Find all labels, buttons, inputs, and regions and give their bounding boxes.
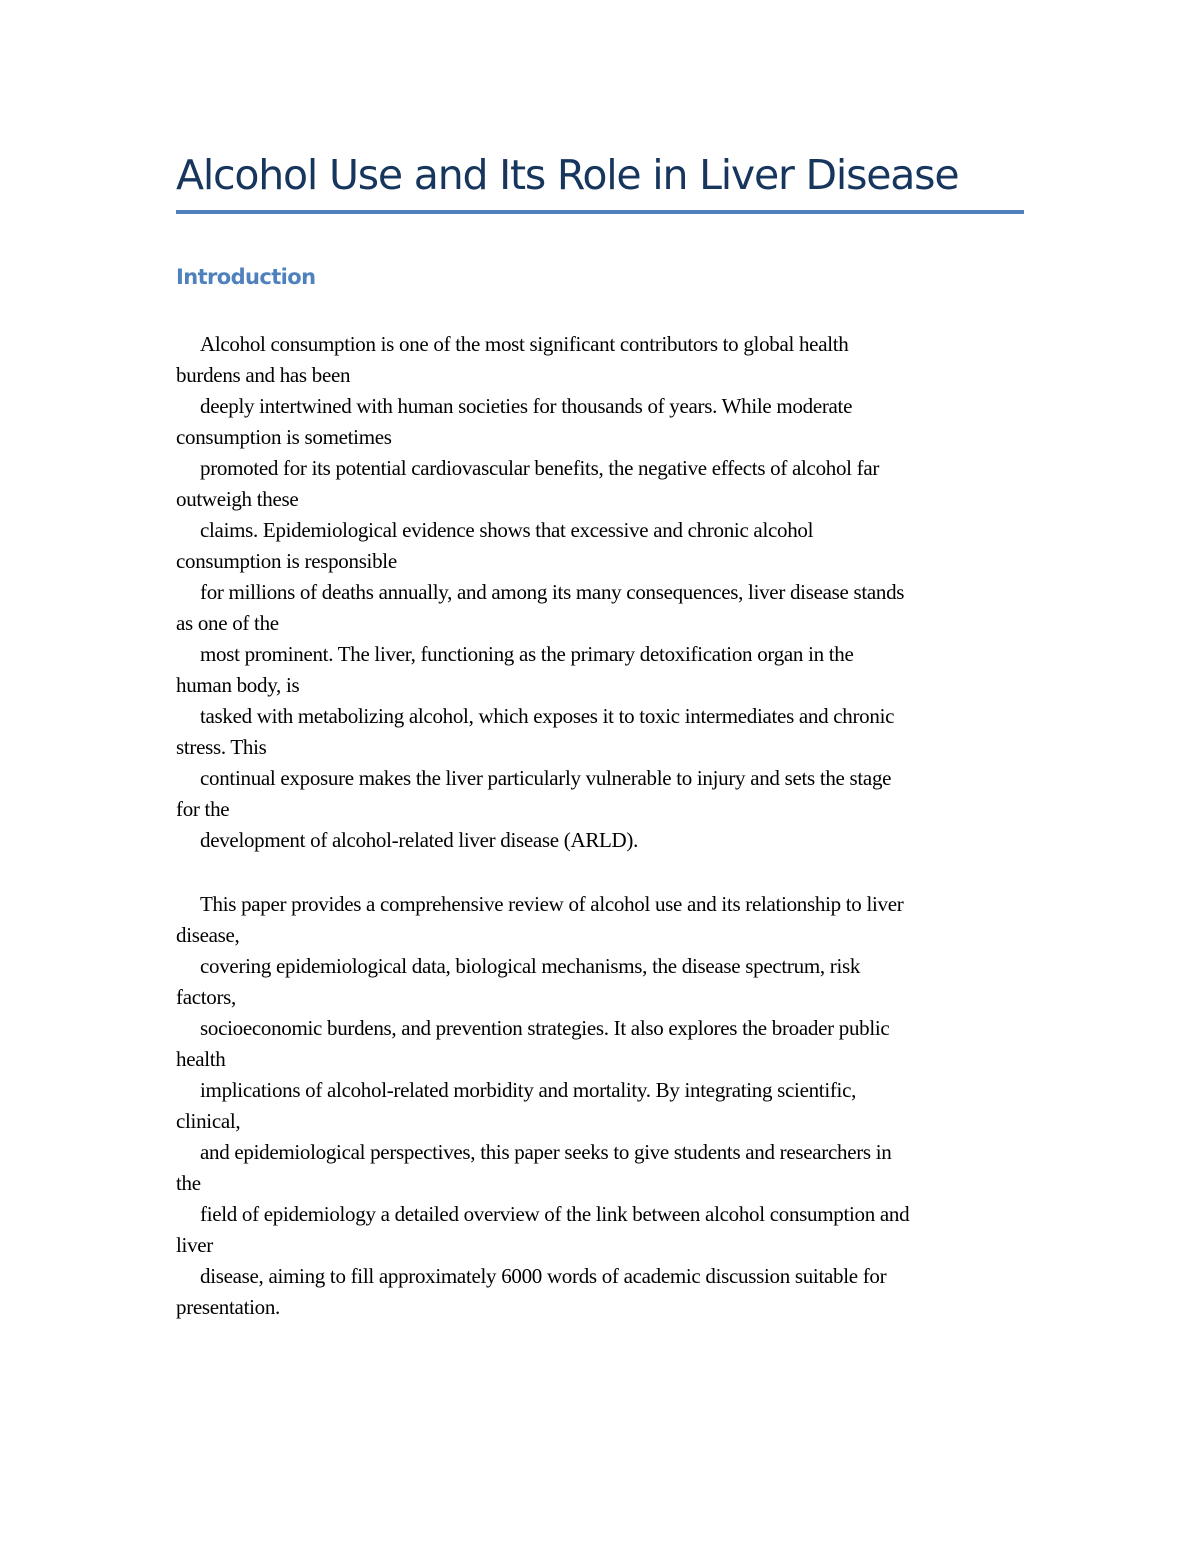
paragraph-line: burdens and has been xyxy=(176,363,351,387)
paragraph-line: field of epidemiology a detailed overview of the link between alcohol consumption and xyxy=(200,1202,910,1226)
document-title: Alcohol Use and Its Role in Liver Disease xyxy=(176,151,959,199)
paragraph-line: Alcohol consumption is one of the most significant contributors to global health xyxy=(200,332,849,356)
paragraph-introduction-2 xyxy=(176,889,1056,1323)
paragraph-line: claims. Epidemiological evidence shows that excessive and chronic alcohol xyxy=(200,518,814,542)
paragraph-introduction-1 xyxy=(176,329,1056,856)
paragraph-line: and epidemiological perspectives, this paper seeks to give students and researchers in xyxy=(200,1140,892,1164)
paragraph-line: for millions of deaths annually, and among its many consequences, liver disease stands xyxy=(200,580,905,604)
paragraph-line: human body, is xyxy=(176,673,300,697)
paragraph-line: disease, xyxy=(176,923,240,947)
paragraph-line: continual exposure makes the liver particularly vulnerable to injury and sets the stage xyxy=(200,766,892,790)
paragraph-line: liver xyxy=(176,1233,213,1257)
paragraph-line: implications of alcohol-related morbidity and mortality. By integrating scientific, xyxy=(200,1078,857,1102)
paragraph-line: outweigh these xyxy=(176,487,299,511)
paragraph-line: presentation. xyxy=(176,1295,280,1319)
paragraph-line: socioeconomic burdens, and prevention strategies. It also explores the broader public xyxy=(200,1016,890,1040)
paragraph-line: clinical, xyxy=(176,1109,241,1133)
paragraph-line: promoted for its potential cardiovascular benefits, the negative effects of alcohol far xyxy=(200,456,880,480)
paragraph-line: the xyxy=(176,1171,201,1195)
paragraph-line: covering epidemiological data, biological mechanisms, the disease spectrum, risk xyxy=(200,954,861,978)
paragraph-line: tasked with metabolizing alcohol, which exposes it to toxic intermediates and chronic xyxy=(200,704,895,728)
paragraph-line: deeply intertwined with human societies for thousands of years. While moderate xyxy=(200,394,853,418)
paragraph-line: as one of the xyxy=(176,611,279,635)
paragraph-line: stress. This xyxy=(176,735,267,759)
paragraph-line: most prominent. The liver, functioning as the primary detoxification organ in the xyxy=(200,642,854,666)
section-heading-introduction: Introduction xyxy=(176,265,316,289)
title-underline-rule xyxy=(176,210,1024,214)
paragraph-line: consumption is sometimes xyxy=(176,425,392,449)
paragraph-line: for the xyxy=(176,797,230,821)
paragraph-line: disease, aiming to fill approximately 6000 words of academic discussion suitable for xyxy=(200,1264,887,1288)
paragraph-line: consumption is responsible xyxy=(176,549,397,573)
paragraph-line: factors, xyxy=(176,985,236,1009)
paragraph-line: This paper provides a comprehensive review of alcohol use and its relationship to liver xyxy=(200,892,904,916)
paragraph-line: health xyxy=(176,1047,226,1071)
paragraph-line: development of alcohol-related liver disease (ARLD). xyxy=(200,828,639,852)
